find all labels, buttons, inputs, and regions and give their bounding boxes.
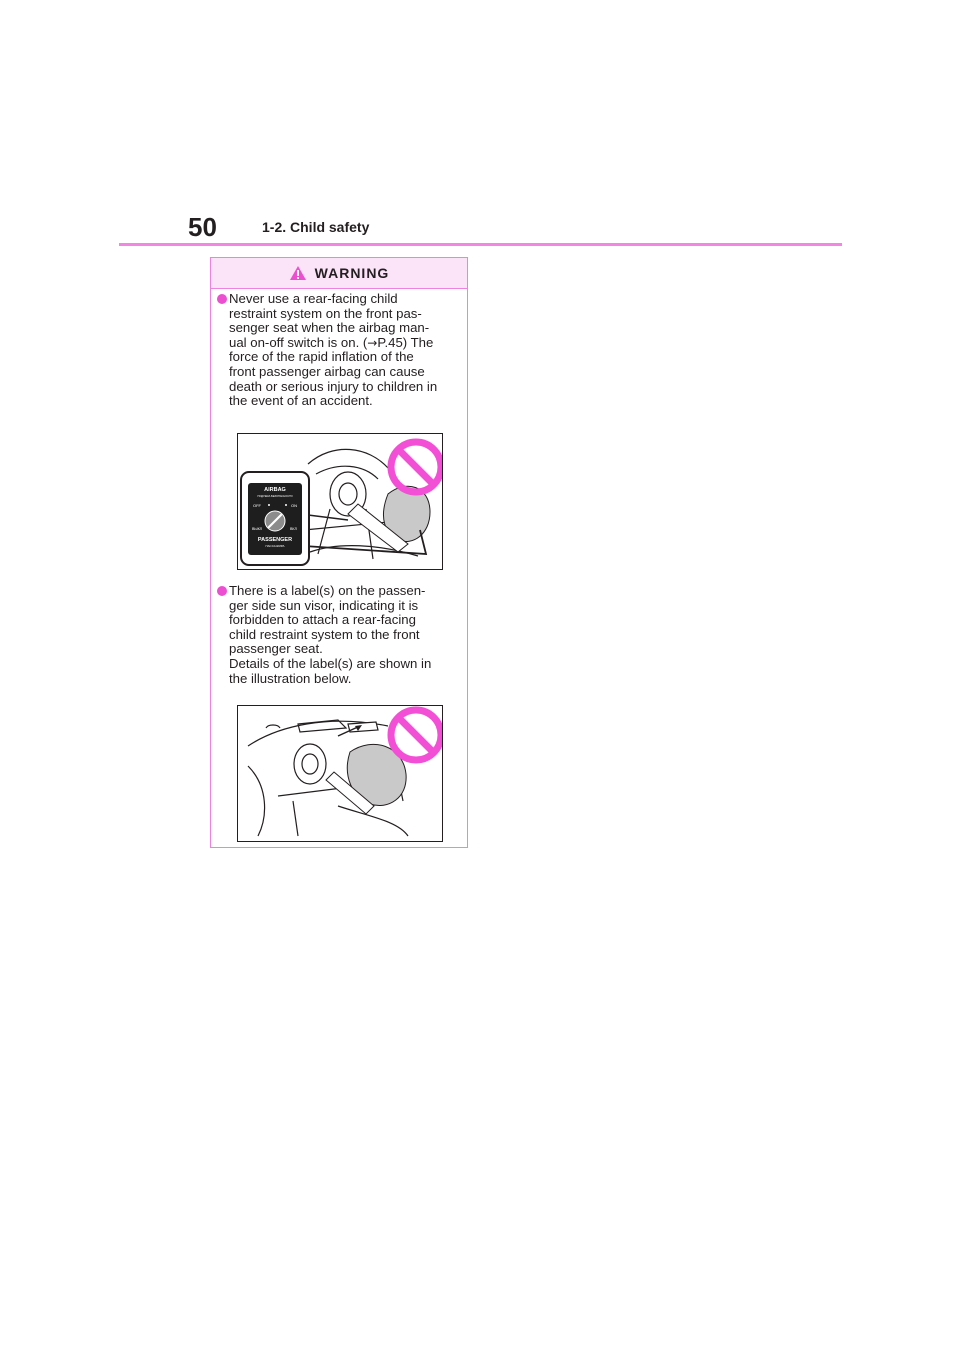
switch-label-passenger-ru: ПАССАЖИРА	[265, 544, 285, 548]
switch-label-on-ru: ВКЛ	[290, 527, 297, 531]
airbag-switch-illustration	[237, 433, 443, 570]
switch-label-airbag: AIRBAG	[264, 487, 286, 493]
switch-label-airbag-ru: ПОДУШКА БЕЗОПАСНОСТИ	[257, 495, 293, 498]
warning-item-text: There is a label(s) on the passen- ger side sun visor, indicating it is forbidden to attach a rear-facing child restraint system to the front passenger seat. Details of the label(s) are shown in the illustration below.	[229, 583, 432, 686]
header-rule	[119, 243, 842, 246]
prohibition-icon	[391, 710, 441, 760]
warning-item-sun-visor-label	[217, 584, 463, 686]
switch-label-passenger: PASSENGER	[257, 537, 293, 543]
warning-header	[211, 258, 467, 289]
page-number: 50	[188, 212, 217, 242]
airbag-switch-drawing	[238, 434, 442, 569]
page-ref-arrow-icon: →	[367, 335, 378, 350]
caution-triangle-icon	[289, 265, 307, 281]
sun-visor-drawing	[238, 706, 442, 841]
warning-item-text	[229, 292, 463, 409]
bullet-icon	[217, 586, 227, 596]
warning-box	[210, 257, 468, 848]
bullet-icon	[217, 294, 227, 304]
switch-label-off-ru: ВЫКЛ	[252, 527, 263, 531]
warning-text-part: ) The force of the rapid inflation of the front passenger airbag can cause death or serious injury to children in the event of an accident.	[229, 334, 438, 409]
sun-visor-illustration	[237, 705, 443, 842]
prohibition-icon	[391, 442, 441, 492]
warning-text-part: Never use a rear-facing child restraint system on the front pas- senger seat when the airbag man- ual on-off switch is on. (	[229, 291, 430, 350]
switch-label-off: OFF	[253, 503, 261, 508]
switch-label-on: ON	[291, 503, 297, 508]
warning-item-airbag-switch	[217, 292, 463, 409]
warning-title: WARNING	[314, 265, 390, 281]
page-ref-link[interactable]: P.45	[377, 334, 403, 350]
section-title: 1-2. Child safety	[262, 219, 370, 235]
